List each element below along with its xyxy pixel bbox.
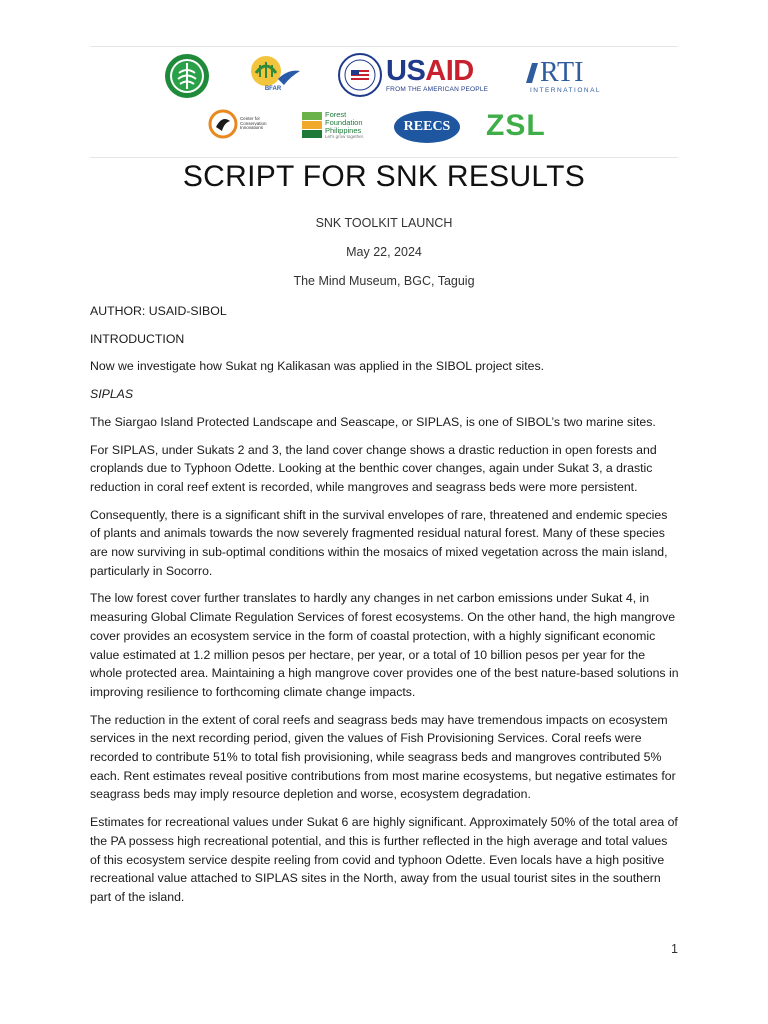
- cci-label: Center for Conservation Innovations: [240, 115, 267, 131]
- ffp-tagline: Let's grow together.: [325, 133, 365, 139]
- usaid-wordmark-aid: AID: [425, 54, 474, 87]
- document-body: [90, 302, 680, 916]
- usaid-wordmark-us: US: [386, 54, 426, 87]
- intro-paragraph: Now we investigate how Sukat ng Kalikasan was applied in the SIBOL project sites.: [90, 359, 545, 374]
- ffp-line-2: Foundation: [325, 117, 363, 127]
- page-number: 1: [671, 942, 678, 956]
- event-date: May 22, 2024: [346, 245, 422, 259]
- section-heading-introduction: INTRODUCTION: [90, 331, 185, 346]
- document-title: SCRIPT FOR SNK RESULTS: [182, 160, 586, 193]
- reecs-wordmark: REECS: [403, 119, 451, 134]
- bfar-logo: [244, 51, 302, 92]
- ffp-line-3: Philippines: [325, 125, 362, 135]
- usaid-logo: [338, 53, 488, 97]
- usaid-wordmark: [386, 54, 488, 87]
- body-paragraph: For SIPLAS, under Sukats 2 and 3, the land cover change shows a drastic reduction in open forests and croplands due to Typhoon Odette. Looking at the benthic cover changes, again under Sukat 3, a drastic reduction in coral reef extent is recorded, while mangroves and seagrass beds were more persistent.: [90, 442, 657, 494]
- body-paragraph: Estimates for recreational values under Sukat 6 are highly significant. Approximately 50% of the total area of the PA possess high recreational potential, and this is further reflected in the high average and total values of this ecosystem service despite reeling from covid and typhoon Odette. Even locals have a high positive recreational value attached to SIPLAS sites in the North, away from the usual tourist sites in the southern part of the island.: [90, 815, 678, 904]
- rti-subtitle: INTERNATIONAL: [530, 87, 602, 94]
- cci-logo: [208, 109, 276, 139]
- body-paragraph: Consequently, there is a significant shift in the survival envelopes of rare, threatened and endemic species of plants and animals towards the now severely fragmented residual natural forest. Many of these species are now surviving in sub-optimal conditions within the mosaics of mixed vegetation across the main island, particularly in Socorro.: [90, 507, 668, 578]
- event-venue: The Mind Museum, BGC, Taguig: [293, 274, 475, 288]
- body-paragraph: The reduction in the extent of coral reefs and seagrass beds may have tremendous impacts on ecosystem services in the next recording period, given the values of Fish Provisioning Services. Coral reefs were recorded to contribute 51% to total fish provisioning, while seagrass beds and mangroves contributed 5% each. Rent estimates reveal positive contributions from most marine ecosystems, but negative estimates for seagrass beds may imply resource depletion and worse, ecosystem degradation.: [90, 712, 676, 802]
- partner-logo-banner: [90, 46, 678, 158]
- body-paragraph: The low forest cover further translates to hardly any changes in net carbon emissions under Sukat 4, in measuring Global Climate Regulation Services of forest ecosystems. On the other hand, the high mangrove cover provides an ecosystem service in the form of coastal protection, with a highly significant economic value estimated at 1.2 million pesos per hectare, per year, or a total of 10 billion pesos per year for the whole protected area. Maintaining a high mangrove cover provides one of the best nature-based solutions in improving resilience to forthcoming climate change impacts.: [90, 591, 679, 699]
- rti-wordmark: RTI: [540, 57, 584, 88]
- us-seal-icon: [338, 53, 382, 97]
- zsl-logo: [486, 109, 546, 143]
- forest-foundation-philippines-logo: [302, 111, 364, 139]
- reecs-logo: [394, 111, 460, 143]
- usaid-tagline: FROM THE AMERICAN PEOPLE: [386, 85, 489, 93]
- rti-mark-icon: [524, 61, 540, 85]
- section-heading-siplas: SIPLAS: [90, 387, 134, 402]
- bfar-label: BFAR: [264, 86, 282, 92]
- author-line: AUTHOR: USAID-SIBOL: [90, 304, 227, 318]
- body-paragraph: The Siargao Island Protected Landscape and Seascape, or SIPLAS, is one of SIBOL’s two marine sites.: [90, 414, 656, 429]
- zsl-wordmark: ZSL: [486, 109, 546, 142]
- event-name: SNK TOOLKIT LAUNCH: [315, 216, 453, 230]
- ffp-line-1: Forest: [325, 110, 347, 119]
- rti-international-logo: [524, 59, 601, 94]
- denr-seal-logo: [164, 53, 210, 99]
